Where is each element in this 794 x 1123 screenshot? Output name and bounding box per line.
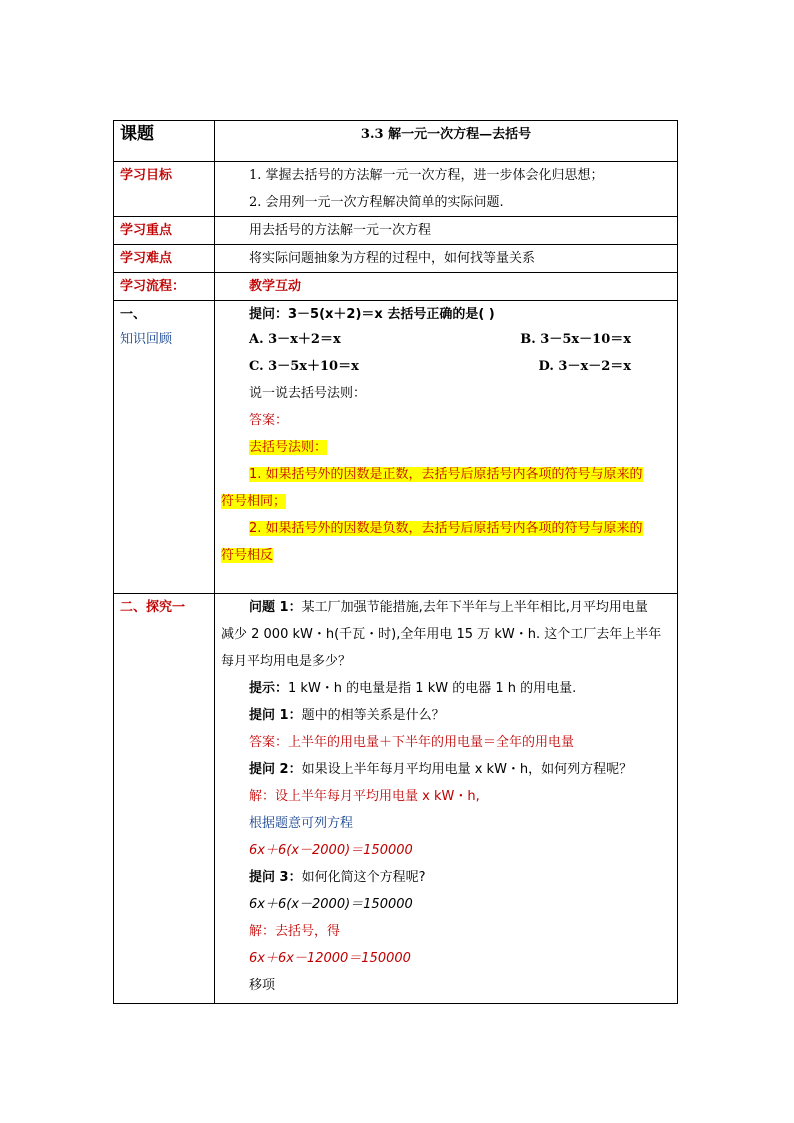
- hint-title: 提示：: [249, 681, 289, 696]
- lesson-title: 3.3 解一元一次方程—去括号: [215, 121, 678, 162]
- rule2-text-b: 符号相反: [221, 548, 274, 563]
- process-row: [114, 273, 678, 301]
- review-question: 提问：3－5(x＋2)＝x 去括号正确的是( ): [249, 307, 495, 322]
- rule1-text-b: 符号相同；: [221, 494, 287, 509]
- hint-line: [221, 675, 671, 702]
- process-content: [215, 273, 678, 301]
- lesson-table: [113, 120, 678, 1004]
- hint-text: 1 kW・h 的电量是指 1 kW 的电器 1 h 的用电量.: [288, 681, 577, 696]
- explore-row: [114, 594, 678, 1004]
- difficulty-text: 将实际问题抽象为方程的过程中，如何找等量关系: [249, 251, 536, 266]
- explore-label: 二、探究一: [114, 594, 215, 1004]
- problem-text-c: 每月平均用电是多少？: [221, 654, 352, 669]
- solution-line-1: 解：设上半年每月平均用电量 x kW・h,: [249, 789, 480, 804]
- review-content: [215, 301, 678, 594]
- options-row-1: [221, 326, 671, 353]
- problem-line-a: [221, 594, 671, 621]
- goals-content: [215, 162, 678, 217]
- option-a: A. 3－x＋2＝x: [249, 332, 341, 347]
- process-text: 教学互动: [249, 279, 302, 294]
- question2-text: 如果设上半年每月平均用电量 x kW・h，如何列方程呢？: [301, 762, 633, 777]
- equation-1: 6x＋6(x－2000)＝150000: [249, 843, 413, 858]
- rule-title: 去括号法则：: [249, 440, 328, 455]
- rule2-text-a: 2. 如果括号外的因数是负数，去括号后原括号内各项的符号与原来的: [249, 521, 643, 536]
- key-point-content: [215, 217, 678, 245]
- explore-content: [215, 594, 678, 1004]
- difficulty-label: 学习难点: [114, 245, 215, 273]
- difficulty-content: [215, 245, 678, 273]
- rule1-text-a: 1. 如果括号外的因数是正数，去括号后原括号内各项的符号与原来的: [249, 467, 643, 482]
- key-point-text: 用去括号的方法解一元一次方程: [249, 223, 432, 238]
- answer-label: 答案：: [249, 413, 289, 428]
- rule2-line-a: [221, 515, 671, 542]
- key-point-row: [114, 217, 678, 245]
- difficulty-row: [114, 245, 678, 273]
- option-c: C. 3－5x＋10＝x: [249, 359, 359, 374]
- question3-title: 提问 3：: [249, 870, 302, 885]
- key-point-label: 学习重点: [114, 217, 215, 245]
- question1-title: 提问 1：: [249, 708, 302, 723]
- problem-title: 问题 1：: [249, 600, 302, 615]
- rule-prompt: 说一说去括号法则：: [249, 386, 367, 401]
- question3-text: 如何化简这个方程呢?: [301, 870, 426, 885]
- goal-item: 1. 掌握去括号的方法解一元一次方程，进一步体会化归思想；: [249, 168, 604, 183]
- goals-label: 学习目标: [114, 162, 215, 217]
- topic-label: 课题: [114, 121, 215, 162]
- rule-title-line: [221, 434, 671, 461]
- question2-title: 提问 2：: [249, 762, 302, 777]
- question3-line: [221, 864, 671, 891]
- answer1-text: 答案：上半年的用电量＋下半年的用电量＝全年的用电量: [249, 735, 575, 750]
- option-d: D. 3－x－2＝x: [538, 359, 631, 374]
- question1-text: 题中的相等关系是什么？: [301, 708, 445, 723]
- rule1-line-b: [221, 488, 671, 515]
- review-label-text: 知识回顾: [120, 332, 173, 347]
- equation-2: 6x＋6(x－2000)＝150000: [249, 897, 413, 912]
- solution-line-2: 根据题意可列方程: [249, 816, 354, 831]
- title-row: [114, 121, 678, 162]
- goals-row: [114, 162, 678, 217]
- solution-line-3: 解：去括号，得: [249, 924, 341, 939]
- question1-line: [221, 702, 671, 729]
- question2-line: [221, 756, 671, 783]
- problem-text-b: 减少 2 000 kW・h(千瓦・时),全年用电 15 万 kW・h. 这个工厂去年上半年: [221, 627, 662, 642]
- review-label: [114, 301, 215, 594]
- rule1-line-a: [221, 461, 671, 488]
- equation-3: 6x＋6x－12000＝150000: [249, 951, 411, 966]
- review-row: [114, 301, 678, 594]
- process-label: 学习流程：: [114, 273, 215, 301]
- solution-line-4: 移项: [249, 978, 276, 993]
- goal-item: 2. 会用列一元一次方程解决简单的实际问题.: [249, 195, 504, 210]
- review-label-num: 一、: [120, 307, 147, 322]
- lesson-plan-page: [113, 120, 677, 1004]
- rule2-line-b: [221, 542, 671, 569]
- problem-text-a: 某工厂加强节能措施,去年下半年与上半年相比,月平均用电量: [301, 600, 648, 615]
- options-row-2: [221, 353, 671, 380]
- option-b: B. 3－5x－10＝x: [520, 332, 631, 347]
